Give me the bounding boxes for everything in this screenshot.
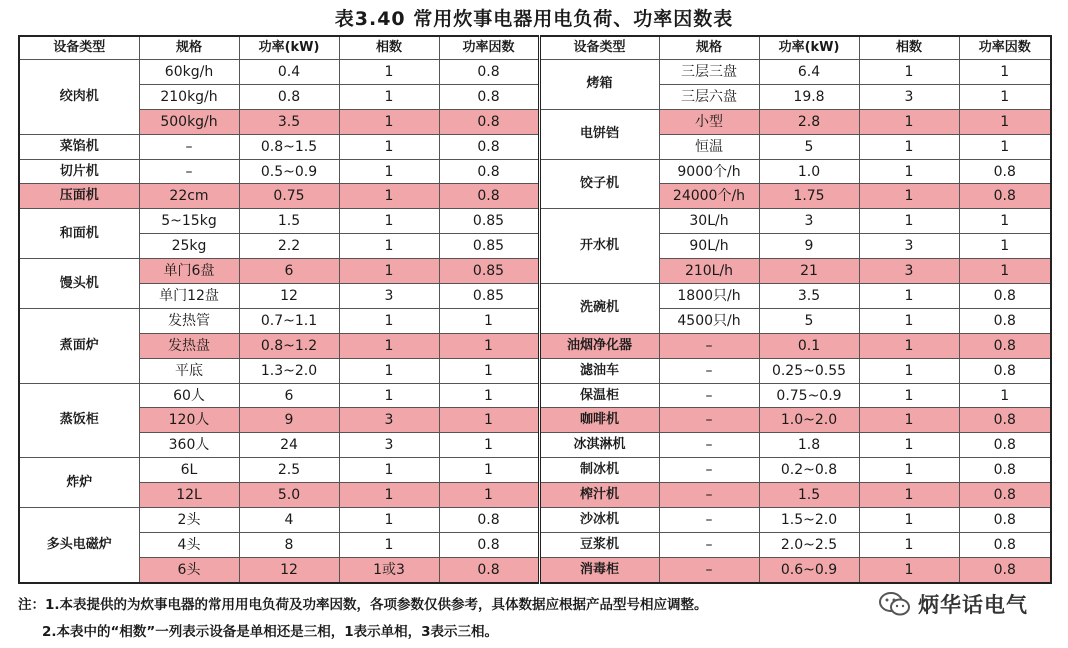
table-row	[19, 60, 1051, 85]
table-row	[19, 184, 1051, 209]
equipment-type-cell: 榨汁机	[539, 483, 659, 508]
power-factor-cell: 1	[959, 209, 1051, 234]
spec-cell: 120人	[139, 408, 239, 433]
spec-cell: 24000个/h	[659, 184, 759, 209]
spec-cell: 22cm	[139, 184, 239, 209]
phase-cell: 3	[339, 284, 439, 309]
equipment-type-cell: 切片机	[19, 159, 139, 184]
spec-cell: –	[659, 383, 759, 408]
power-cell: 3	[759, 209, 859, 234]
power-cell: 0.75~0.9	[759, 383, 859, 408]
wechat-icon	[878, 591, 912, 617]
power-factor-cell: 0.8	[439, 60, 539, 85]
spec-cell: –	[139, 134, 239, 159]
phase-cell: 1	[339, 333, 439, 358]
phase-cell: 1	[859, 159, 959, 184]
phase-cell: 1	[339, 259, 439, 284]
header-cell: 功率(kW)	[759, 36, 859, 60]
power-factor-cell: 0.8	[959, 408, 1051, 433]
power-cell: 0.7~1.1	[239, 308, 339, 333]
power-factor-cell: 0.8	[439, 109, 539, 134]
phase-cell: 3	[339, 408, 439, 433]
spec-cell: 210kg/h	[139, 84, 239, 109]
power-cell: 5	[759, 134, 859, 159]
power-cell: 3.5	[239, 109, 339, 134]
power-factor-cell: 0.8	[439, 184, 539, 209]
power-factor-cell: 1	[959, 259, 1051, 284]
phase-cell: 1	[859, 184, 959, 209]
equipment-type-cell: 和面机	[19, 209, 139, 259]
spec-cell: 30L/h	[659, 209, 759, 234]
table-row	[19, 284, 1051, 309]
power-factor-cell: 0.8	[959, 159, 1051, 184]
phase-cell: 1	[339, 308, 439, 333]
equipment-type-cell: 馒头机	[19, 259, 139, 309]
spec-cell: 9000个/h	[659, 159, 759, 184]
power-factor-cell: 0.8	[439, 532, 539, 557]
phase-cell: 1	[339, 134, 439, 159]
power-factor-cell: 0.8	[439, 84, 539, 109]
spec-cell: –	[659, 433, 759, 458]
equipment-type-cell: 豆浆机	[539, 532, 659, 557]
equipment-type-cell: 煮面炉	[19, 308, 139, 383]
spec-cell: 60kg/h	[139, 60, 239, 85]
power-cell: 9	[759, 234, 859, 259]
table-row	[19, 557, 1051, 583]
spec-cell: –	[659, 458, 759, 483]
power-factor-cell: 1	[959, 109, 1051, 134]
table-row	[19, 408, 1051, 433]
phase-cell: 1	[859, 358, 959, 383]
spec-cell: –	[659, 358, 759, 383]
header-cell: 设备类型	[19, 36, 139, 60]
table-row	[19, 458, 1051, 483]
phase-cell: 1	[339, 60, 439, 85]
power-factor-cell: 1	[439, 358, 539, 383]
table-row	[19, 234, 1051, 259]
phase-cell: 1	[859, 508, 959, 533]
power-cell: 2.0~2.5	[759, 532, 859, 557]
power-cell: 0.25~0.55	[759, 358, 859, 383]
power-factor-cell: 0.8	[439, 508, 539, 533]
phase-cell: 3	[859, 234, 959, 259]
table-row	[19, 109, 1051, 134]
power-cell: 0.1	[759, 333, 859, 358]
notes	[18, 592, 708, 646]
phase-cell: 1	[859, 408, 959, 433]
power-cell: 1.8	[759, 433, 859, 458]
spec-cell: 60人	[139, 383, 239, 408]
table-row	[19, 308, 1051, 333]
power-factor-cell: 0.8	[959, 184, 1051, 209]
power-cell: 0.4	[239, 60, 339, 85]
spec-cell: –	[659, 333, 759, 358]
phase-cell: 3	[339, 433, 439, 458]
table-row	[19, 483, 1051, 508]
power-cell: 6	[239, 383, 339, 408]
phase-cell: 1	[339, 159, 439, 184]
power-cell: 6.4	[759, 60, 859, 85]
equipment-type-cell: 炸炉	[19, 458, 139, 508]
table-row	[19, 532, 1051, 557]
phase-cell: 1	[859, 333, 959, 358]
equipment-type-cell: 冰淇淋机	[539, 433, 659, 458]
table-row	[19, 84, 1051, 109]
power-factor-cell: 0.85	[439, 259, 539, 284]
header-row	[19, 36, 1051, 60]
power-cell: 1.3~2.0	[239, 358, 339, 383]
phase-cell: 1	[859, 433, 959, 458]
spec-cell: 4头	[139, 532, 239, 557]
spec-cell: –	[139, 159, 239, 184]
power-factor-cell: 0.8	[959, 308, 1051, 333]
power-factor-cell: 0.85	[439, 284, 539, 309]
equipment-type-cell: 咖啡机	[539, 408, 659, 433]
phase-cell: 1	[859, 532, 959, 557]
power-cell: 2.5	[239, 458, 339, 483]
power-factor-cell: 0.8	[439, 159, 539, 184]
phase-cell: 1	[859, 557, 959, 583]
power-cell: 1.75	[759, 184, 859, 209]
table-row	[19, 259, 1051, 284]
spec-cell: 2头	[139, 508, 239, 533]
equipment-type-cell: 电饼铛	[539, 109, 659, 159]
header-cell: 设备类型	[539, 36, 659, 60]
table-row	[19, 433, 1051, 458]
data-table	[18, 35, 1052, 584]
power-factor-cell: 1	[959, 134, 1051, 159]
spec-cell: –	[659, 483, 759, 508]
power-factor-cell: 0.8	[439, 134, 539, 159]
power-factor-cell: 1	[959, 234, 1051, 259]
power-cell: 0.5~0.9	[239, 159, 339, 184]
power-factor-cell: 0.8	[959, 433, 1051, 458]
power-cell: 5.0	[239, 483, 339, 508]
note-1: 注：1.本表提供的为炊事电器的常用用电负荷及功率因数，各项参数仅供参考，具体数据应根据产品型号相应调整。	[18, 597, 708, 613]
equipment-type-cell: 蒸饭柜	[19, 383, 139, 458]
equipment-type-cell: 滤油车	[539, 358, 659, 383]
phase-cell: 1	[339, 209, 439, 234]
phase-cell: 3	[859, 84, 959, 109]
equipment-type-cell: 多头电磁炉	[19, 508, 139, 583]
power-factor-cell: 0.8	[959, 532, 1051, 557]
header-cell: 相数	[859, 36, 959, 60]
power-cell: 21	[759, 259, 859, 284]
power-cell: 2.2	[239, 234, 339, 259]
table-row	[19, 383, 1051, 408]
spec-cell: 500kg/h	[139, 109, 239, 134]
power-factor-cell: 1	[959, 383, 1051, 408]
power-factor-cell: 1	[439, 458, 539, 483]
power-cell: 24	[239, 433, 339, 458]
equipment-type-cell: 烤箱	[539, 60, 659, 110]
power-factor-cell: 0.8	[959, 508, 1051, 533]
table-row	[19, 508, 1051, 533]
table-row	[19, 333, 1051, 358]
phase-cell: 1	[859, 458, 959, 483]
phase-cell: 1	[339, 109, 439, 134]
power-factor-cell: 0.85	[439, 209, 539, 234]
power-factor-cell: 1	[439, 433, 539, 458]
power-cell: 0.8~1.2	[239, 333, 339, 358]
spec-cell: 4500只/h	[659, 308, 759, 333]
spec-cell: 小型	[659, 109, 759, 134]
power-factor-cell: 0.8	[959, 333, 1051, 358]
header-cell: 规格	[659, 36, 759, 60]
spec-cell: –	[659, 557, 759, 583]
equipment-type-cell: 制冰机	[539, 458, 659, 483]
table-row	[19, 358, 1051, 383]
spec-cell: 平底	[139, 358, 239, 383]
header-cell: 相数	[339, 36, 439, 60]
power-cell: 0.6~0.9	[759, 557, 859, 583]
phase-cell: 1	[859, 134, 959, 159]
spec-cell: 5~15kg	[139, 209, 239, 234]
power-cell: 3.5	[759, 284, 859, 309]
phase-cell: 1	[339, 383, 439, 408]
equipment-type-cell: 油烟净化器	[539, 333, 659, 358]
power-cell: 1.5~2.0	[759, 508, 859, 533]
phase-cell: 3	[859, 259, 959, 284]
table-title: 表3.40 常用炊事电器用电负荷、功率因数表	[334, 8, 734, 30]
spec-cell: –	[659, 508, 759, 533]
spec-cell: 210L/h	[659, 259, 759, 284]
phase-cell: 1	[339, 234, 439, 259]
power-factor-cell: 0.8	[959, 458, 1051, 483]
spec-cell: 12L	[139, 483, 239, 508]
phase-cell: 1	[859, 308, 959, 333]
equipment-type-cell: 菜馅机	[19, 134, 139, 159]
spec-cell: 90L/h	[659, 234, 759, 259]
phase-cell: 1	[859, 209, 959, 234]
spec-cell: –	[659, 532, 759, 557]
phase-cell: 1	[339, 458, 439, 483]
power-factor-cell: 0.8	[959, 358, 1051, 383]
power-factor-cell: 1	[439, 483, 539, 508]
phase-cell: 1	[339, 532, 439, 557]
power-cell: 0.75	[239, 184, 339, 209]
equipment-type-cell: 压面机	[19, 184, 139, 209]
watermark-text: 炳华话电气	[918, 593, 1028, 617]
power-factor-cell: 0.8	[959, 284, 1051, 309]
equipment-type-cell: 消毒柜	[539, 557, 659, 583]
spec-cell: 单门6盘	[139, 259, 239, 284]
power-cell: 12	[239, 284, 339, 309]
table-body	[19, 60, 1051, 584]
phase-cell: 1	[339, 358, 439, 383]
power-cell: 19.8	[759, 84, 859, 109]
power-cell: 4	[239, 508, 339, 533]
equipment-type-cell: 饺子机	[539, 159, 659, 209]
table-row	[19, 209, 1051, 234]
power-cell: 2.8	[759, 109, 859, 134]
power-factor-cell: 1	[959, 60, 1051, 85]
power-cell: 0.8	[239, 84, 339, 109]
power-factor-cell: 0.8	[439, 557, 539, 583]
phase-cell: 1	[859, 284, 959, 309]
header-cell: 规格	[139, 36, 239, 60]
phase-cell: 1	[859, 109, 959, 134]
phase-cell: 1	[339, 508, 439, 533]
spec-cell: 发热盘	[139, 333, 239, 358]
equipment-type-cell: 保温柜	[539, 383, 659, 408]
power-factor-cell: 1	[959, 84, 1051, 109]
spec-cell: 三层三盘	[659, 60, 759, 85]
phase-cell: 1	[859, 383, 959, 408]
spec-cell: 恒温	[659, 134, 759, 159]
power-factor-cell: 0.8	[959, 557, 1051, 583]
spec-cell: 6头	[139, 557, 239, 583]
power-cell: 1.0	[759, 159, 859, 184]
equipment-type-cell: 洗碗机	[539, 284, 659, 334]
power-factor-cell: 1	[439, 308, 539, 333]
phase-cell: 1	[339, 483, 439, 508]
header-cell: 功率因数	[439, 36, 539, 60]
watermark	[878, 589, 1028, 619]
power-cell: 1.5	[239, 209, 339, 234]
power-cell: 1.0~2.0	[759, 408, 859, 433]
note-2: 2.本表中的“相数”一列表示设备是单相还是三相，1表示单相，3表示三相。	[42, 624, 499, 640]
equipment-type-cell: 开水机	[539, 209, 659, 284]
power-factor-cell: 1	[439, 408, 539, 433]
phase-cell: 1	[339, 84, 439, 109]
spec-cell: 发热管	[139, 308, 239, 333]
table-row	[19, 159, 1051, 184]
header-cell: 功率(kW)	[239, 36, 339, 60]
power-cell: 0.2~0.8	[759, 458, 859, 483]
phase-cell: 1	[859, 483, 959, 508]
power-cell: 9	[239, 408, 339, 433]
phase-cell: 1	[859, 60, 959, 85]
spec-cell: 单门12盘	[139, 284, 239, 309]
power-cell: 0.8~1.5	[239, 134, 339, 159]
power-factor-cell: 0.85	[439, 234, 539, 259]
equipment-type-cell: 沙冰机	[539, 508, 659, 533]
phase-cell: 1	[339, 184, 439, 209]
spec-cell: –	[659, 408, 759, 433]
power-factor-cell: 1	[439, 333, 539, 358]
power-cell: 5	[759, 308, 859, 333]
power-cell: 8	[239, 532, 339, 557]
power-factor-cell: 0.8	[959, 483, 1051, 508]
spec-cell: 25kg	[139, 234, 239, 259]
power-cell: 1.5	[759, 483, 859, 508]
equipment-type-cell: 绞肉机	[19, 60, 139, 135]
spec-cell: 360人	[139, 433, 239, 458]
spec-cell: 1800只/h	[659, 284, 759, 309]
power-cell: 6	[239, 259, 339, 284]
header-cell: 功率因数	[959, 36, 1051, 60]
spec-cell: 6L	[139, 458, 239, 483]
spec-cell: 三层六盘	[659, 84, 759, 109]
phase-cell: 1或3	[339, 557, 439, 583]
power-factor-cell: 1	[439, 383, 539, 408]
power-cell: 12	[239, 557, 339, 583]
table-row	[19, 134, 1051, 159]
